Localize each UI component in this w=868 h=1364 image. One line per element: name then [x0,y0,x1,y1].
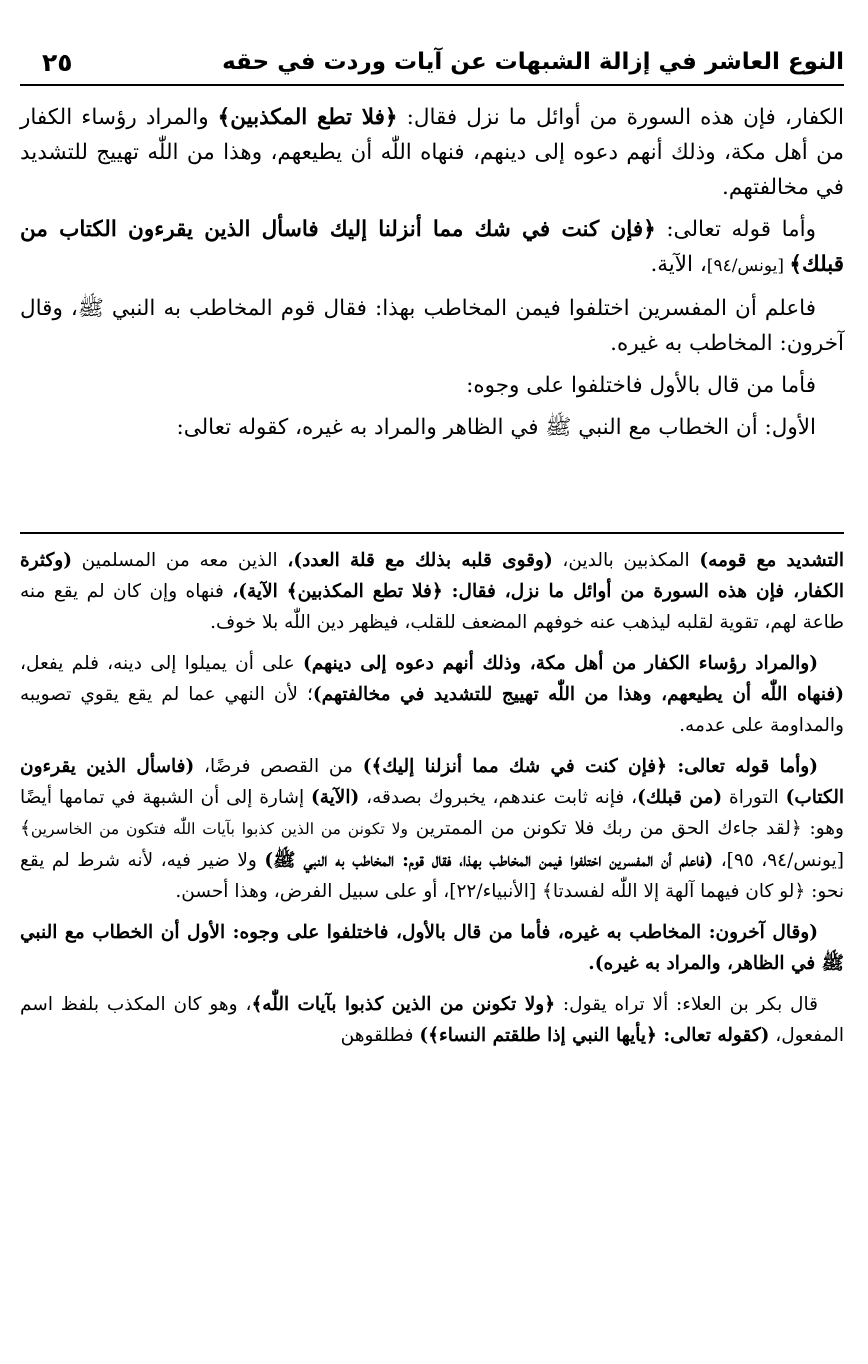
bold-run: (وقوى قلبه بذلك مع قلة العدد)، [287,550,553,571]
text-run: التوراة [722,787,786,808]
paragraph: فأما من قال بالأول فاختلفوا على وجوه: [466,373,816,398]
text-run: ، فإنه ثابت عندهم، يخبروك بصدقه، [359,787,638,808]
paragraph [20,100,844,205]
running-header [20,40,844,86]
text-run: فنهاه وإن كان لم يقع منه طاعة لهم، تقوية لقلبه ليذهب عنه خوفهم المضعف للقلب، فيظهر دين اللّٰه بلا خوف. [20,581,844,633]
commentary-paragraph [20,648,844,741]
bold-run: (من قبلك) [637,787,723,808]
bold-run: (الآية) [310,787,360,808]
commentary-text [20,545,844,1061]
bold-run: (كقوله تعالى: ﴿يأيها النبي إذا طلقتم النساء﴾) [419,1025,770,1046]
paragraph: فاعلم أن المفسرين اختلفوا فيمن المخاطب بهذا: فقال قوم المخاطب به النبي ﷺ، وقال آخرون: المخاطب به غيره. [20,296,844,356]
bold-run: (وكثرة الكفار، فإن هذه السورة من أوائل ما نزل، فقال: ﴿فلا تطع المكذبين﴾ الآية)، [20,550,844,602]
text-run: وأما قوله تعالى: [655,217,816,242]
text-run: ﴾ [يونس/٩٤، ٩٥]، [20,818,844,871]
text-run: المكذبين بالدين، [552,550,700,571]
bold-run: التشديد مع قومه) [699,550,844,571]
text-run: فطلقوهن [340,1025,420,1046]
verse-reference: [يونس/٩٤] [706,256,790,276]
text-run: ، الآية. [650,252,707,277]
commentary-paragraph [20,545,844,638]
text-run: ؛ لأن النهي عما لم يقع يقوي تصويبه والمداومة على عدمه. [20,684,844,736]
commentary-paragraph [20,917,844,979]
text-run: ، وهو كان المكذب بلفظ اسم المفعول، [20,994,844,1046]
footnote-divider [20,532,844,534]
commentary-paragraph [20,989,844,1051]
text-run: الذين معه من المسلمين [71,550,288,571]
bold-run: (والمراد رؤساء الكفار من أهل مكة، وذلك أنهم دعوه إلى دينهم) [302,653,818,674]
bold-run: (فاسأل الذين يقرءون الكتاب) [20,756,844,808]
text-run: والمراد رؤساء الكفار من أهل مكة، وذلك أنهم دعوه إلى دينهم، فنهاه اللّٰه أن يطيعهم، وهذا من اللّٰه تهييج للتشديد في مخالفتهم. [20,105,844,200]
paragraph [20,212,844,284]
commentary-paragraph [20,751,844,907]
bold-run: (وأما قوله تعالى: ﴿فإن كنت في شك مما أنزلنا إليك﴾) [362,756,818,777]
text-run: الكفار، فإن هذه السورة من أوائل ما نزل فقال: [397,105,844,130]
bold-run: (فاعلم أن المفسرين اختلفوا فيمن المخاطب بهذا، فقال قوم: المخاطب به النبي ﷺ) [264,850,714,871]
text-run: ولا ضير فيه، لأنه شرط لم يقع نحو: ﴿لو كان فيهما آلهة إلا اللّٰه لفسدتا﴾ [الأنبياء/٢٢]، أو على سبيل الفرض، وهذا أحسن. [20,850,844,902]
quran-quote: ﴿ولا تكونن من الذين كذبوا بآيات اللّٰه﴾ [251,994,556,1015]
paragraph: الأول: أن الخطاب مع النبي ﷺ في الظاهر والمراد به غيره، كقوله تعالى: [176,415,816,440]
text-run: من القصص فرضًا، [194,756,363,777]
quran-quote: ﴿فإن كنت في شك مما أنزلنا إليك فاسأل الذين يقرءون الكتاب من قبلك﴾ [20,217,844,277]
bold-run: (فنهاه اللّٰه أن يطيعهم، وهذا من اللّٰه تهييج للتشديد في مخالفتهم) [312,684,844,705]
text-run: على أن يميلوا إلى دينه، فلم يفعل، [20,653,303,674]
page-number: ٢٥ [42,47,73,77]
quran-quote: ﴿فلا تطع المكذبين﴾ [217,105,398,130]
text-run: إشارة إلى أن الشبهة في تمامها أيضًا وهو: ﴿لقد جاءك الحق من ربك فلا تكونن من الممترين [20,787,844,839]
quran-quote: ولا تكونن من الذين كذبوا بآيات اللّٰه فتكون من الخاسرين [30,820,408,838]
bold-run: (وقال آخرون: المخاطب به غيره، فأما من قال بالأول، فاختلفوا على وجوه: الأول أن الخطاب مع النبي ﷺ في الظاهر، والمراد به غيره). [20,922,844,974]
text-run: قال بكر بن العلاء: ألا تراه يقول: [555,994,818,1015]
main-text [20,100,844,452]
chapter-title: النوع العاشر في إزالة الشبهات عن آيات وردت في حقه [222,49,844,75]
